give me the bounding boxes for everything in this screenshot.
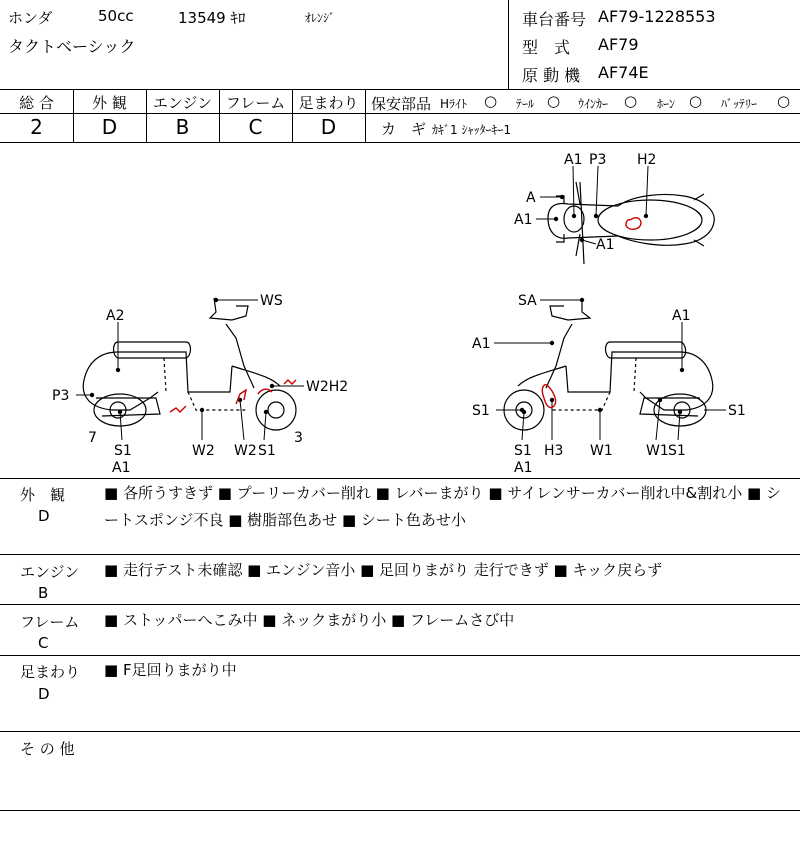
section-grade: D [38,685,50,703]
grade-overall: 2 [30,115,43,139]
type-label: 型 式 [522,38,571,57]
key-value: ｶｷﾞ1 ｼｬｯﾀｰｷｰ1 [432,123,512,137]
rule [0,478,800,479]
safety-winker-status: ○ [624,92,638,110]
label-right-h3: H3 [544,443,564,459]
grade-suspension: D [320,115,337,139]
frame-number-label: 車台番号 [522,10,587,29]
label-left-ws: WS [260,293,283,309]
label-left-w2-second: W2 [234,443,257,459]
model-name: タクトベーシック [8,37,136,56]
rule [0,89,800,90]
label-right-sa: SA [518,293,537,309]
engine-label: 原 動 機 [522,66,581,85]
section-notes: ■ ストッパーへこみ中 ■ ネックまがり小 ■ フレームさび中 [104,611,515,629]
section-title: エンジン [20,563,80,581]
frame-number: AF79-1228553 [598,7,716,26]
displacement: 50cc [98,7,134,25]
grade-header-overall: 総 合 [19,94,54,112]
label-right-a1-bottom: A1 [514,460,533,476]
rule [0,810,800,811]
rule [0,604,800,605]
safety-headlight: Hﾗｲﾄ [440,97,468,111]
section-title: フレーム [20,613,80,631]
header-divider [508,0,509,89]
label-right-s1-right: S1 [728,403,746,419]
grade-header-exterior: 外 観 [92,94,127,112]
safety-winker: ｳｲﾝｶｰ [578,97,609,111]
top-view-scooter [548,182,714,264]
safety-horn: ﾎｰﾝ [657,97,676,111]
section-notes: ■ 各所うすきず ■ プーリーカバー削れ ■ レバーまがり ■ サイレンサーカバー削れ中&割れ小 ■ シートスポンジ不良 ■ 樹脂部色あせ ■ シート色あせ小 [104,484,781,529]
section-title: 外 観 [20,486,66,504]
label-left-w2h2: W2H2 [306,379,349,395]
label-left-p3: P3 [52,388,70,404]
maker: ホンダ [8,9,53,27]
safety-tail: ﾃｰﾙ [516,97,535,111]
grade-header-suspension: 足まわり [298,94,359,112]
type-value: AF79 [598,35,639,54]
safety-headlight-status: ○ [484,92,498,110]
label-right-a1-left: A1 [472,336,491,352]
safety-label: 保安部品 [371,95,432,113]
label-right-w1-second: W1 [646,443,669,459]
rule [0,554,800,555]
rule [0,655,800,656]
grade-exterior: D [101,115,118,139]
label-top-a1-left: A1 [514,212,533,228]
label-top-a1-bottom: A1 [596,237,615,253]
safety-horn-status: ○ [689,92,703,110]
safety-tail-status: ○ [547,92,561,110]
label-left-a1: A1 [112,460,131,476]
safety-battery: ﾊﾞｯﾃﾘｰ [721,97,758,111]
label-left-s1-second: S1 [258,443,276,459]
label-right-w1: W1 [590,443,613,459]
grade-frame: C [248,115,263,139]
label-right-s1-second: S1 [668,443,686,459]
color: ｵﾚﾝｼﾞ [305,11,336,25]
label-left-a2: A2 [106,308,125,324]
rule [0,731,800,732]
label-left-7: 7 [88,430,97,446]
section-notes: ■ 走行テスト未確認 ■ エンジン音小 ■ 足回りまがり 走行できず ■ キック戻らず [104,561,663,579]
damage-marks [170,218,641,412]
engine-value: AF74E [598,63,649,82]
label-left-s1: S1 [114,443,132,459]
safety-battery-status: ○ [777,92,791,110]
label-right-a1: A1 [672,308,691,324]
key-label: カ ギ [381,120,427,138]
label-top-p3: P3 [589,152,607,168]
grade-header-engine: エンジン [152,94,213,112]
label-top-a1: A1 [564,152,583,168]
leader-lines [76,166,726,440]
section-grade: C [38,634,49,652]
damage-diagram [0,143,800,478]
section-notes: ■ F足回りまがり中 [104,661,237,679]
section-title: 足まわり [20,663,81,681]
label-left-3: 3 [294,430,303,446]
label-top-h2: H2 [637,152,657,168]
section-grade: B [38,584,49,602]
label-left-w2: W2 [192,443,215,459]
grade-header-frame: フレーム [225,94,286,112]
label-right-s1-bottom: S1 [514,443,532,459]
label-top-a: A [526,190,536,206]
label-right-s1-left: S1 [472,403,490,419]
mileage: 13549 ｷﾛ [178,9,246,27]
section-grade: D [38,507,50,525]
grade-engine: B [175,115,190,139]
section-title: そ の 他 [20,740,75,758]
